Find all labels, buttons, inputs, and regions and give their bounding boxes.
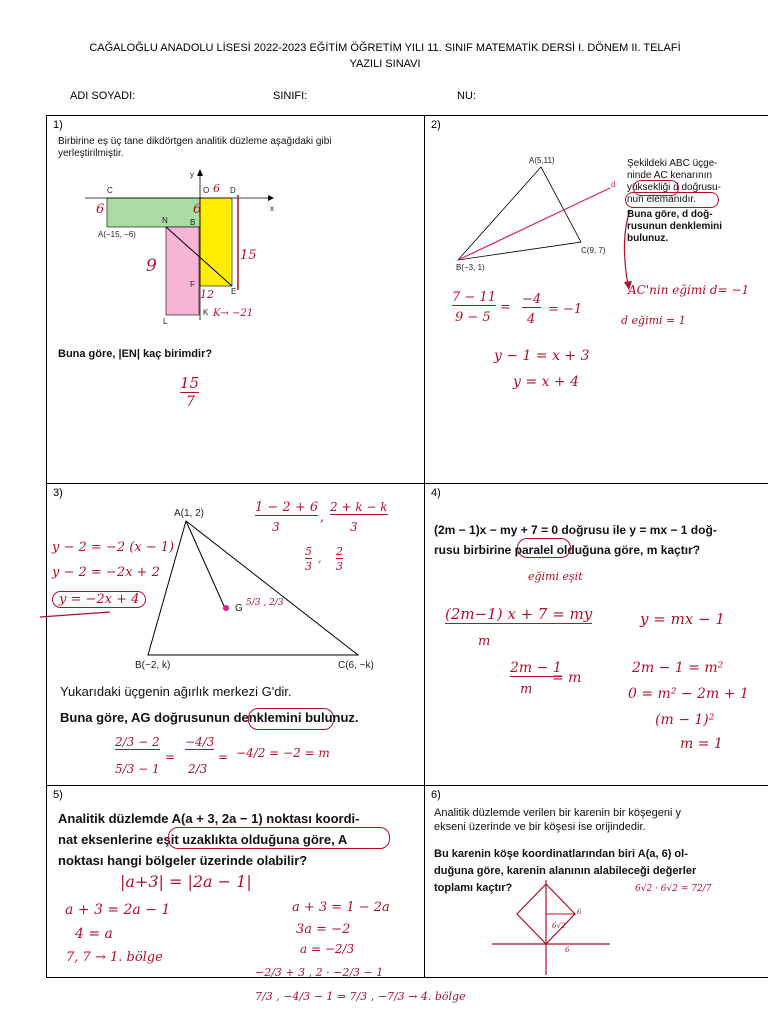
label-f: F [190, 280, 195, 289]
g-coordinates: 5/3 , 2/3 [246, 598, 284, 608]
second-line-equation: y = mx − 1 [640, 610, 725, 628]
name-label: ADI SOYADI: [70, 90, 136, 102]
equation-step2: 0 = m² − 2m + 1 [628, 686, 749, 702]
width-label: 6 [565, 946, 570, 954]
label-a: A(−15, −6) [98, 230, 136, 239]
case1-step1: a + 3 = 2a − 1 [65, 902, 171, 918]
centroid-y-denominator: 3 [350, 520, 358, 534]
question-text: Şekildeki ABC üçge- ninde AC kenarının yüksekliği d doğrusu- nun elemanıdır. Buna göre, d doğ- rusunun denklemini bulunuz. [627, 158, 723, 244]
label-point-b: B(−2, k) [135, 660, 171, 671]
line-eq-result: y = −2x + 4 [52, 591, 146, 608]
label-c: C [107, 186, 113, 195]
label-k: K [203, 308, 209, 317]
answer-m: m = 1 [680, 736, 723, 752]
equals-sign: = [500, 300, 511, 315]
exam-title-line1: CAĞALOĞLU ANADOLU LİSESİ 2022-2023 EĞİTİM ÖĞRETİM YILI 11. SINIF MATEMATİK DERSİ I. DÖNEM II. TELAFİ [89, 42, 681, 54]
question-text: (2m − 1)x − my + 7 = 0 doğrusu ile y = mx − 1 doğ- rusu birbirine paralel olduğuna göre, m kaçtır? [434, 523, 717, 557]
class-label: SINIFI: [273, 90, 308, 102]
ac-slope-note: AC'nin eğimi d= −1 [628, 283, 750, 297]
side-length-label: 6√2 [552, 922, 566, 930]
question-number: 2) [431, 119, 441, 131]
label-y: y [190, 170, 194, 179]
handwritten-9: 9 [146, 256, 157, 276]
area-computation: 6√2 · 6√2 = 72/7 [635, 884, 712, 894]
answer-numerator: 15 [180, 374, 200, 392]
label-point-c: C(9, 7) [581, 246, 606, 255]
handwritten-6-mid: 6 [193, 202, 202, 217]
number-label: NU: [457, 90, 476, 102]
slope-denominator-simplified: 4 [527, 312, 536, 327]
centroid-y-value-den: 3 [336, 560, 343, 573]
question-prompt: Bu karenin köşe koordinatlarından biri A(a, 6) ol- duğuna göre, karenin alanının alabileceği değerler toplamı kaçtır? [434, 848, 697, 894]
slope-numerator-2: −4/3 [185, 735, 215, 749]
handwritten-6-left: 6 [96, 202, 105, 217]
question-text: Analitik düzlemde verilen bir karenin bir köşegeni y ekseni üzerinde ve bir köşesi ise orijindedir. [434, 807, 682, 833]
slope-numerator: 2m − 1 [510, 660, 562, 676]
handwritten-12: 12 [200, 288, 214, 301]
slope-result: −4/2 = −2 = m [236, 746, 330, 760]
exam-title-line2: YAZILI SINAVI [349, 58, 421, 70]
label-d: D [230, 186, 236, 195]
case1-result: 7, 7 → 1. bölge [66, 950, 163, 965]
centroid-y-value-num: 2 [336, 545, 343, 558]
equals-2: = [218, 750, 229, 764]
slope-numerator-simplified: −4 [522, 292, 542, 307]
case2-result: 7/3 , −4/3 − 1 ⇒ 7/3 , −7/3 → 4. bölge [255, 990, 466, 1003]
case1-step2: 4 = a [75, 926, 113, 942]
question-text: Birbirine eş üç tane dikdörtgen analitik düzleme aşağıdaki gibi yerleştirilmiştir. [58, 136, 332, 159]
handwritten-15: 15 [240, 248, 257, 263]
rewritten-equation: (2m−1) x + 7 = my [445, 605, 593, 623]
label-line-d: d [611, 180, 616, 189]
question-number: 6) [431, 789, 441, 801]
slope-denominator: 9 − 5 [455, 310, 491, 325]
absolute-equation: |a+3| = |2a − 1| [120, 872, 252, 891]
handwritten-k-value: K→ −21 [213, 308, 254, 319]
equation-step3: (m − 1)² [655, 712, 715, 728]
slope-denominator: 5/3 − 1 [115, 762, 160, 776]
question-prompt: Buna göre, |EN| kaç birimdir? [58, 348, 213, 360]
question-prompt: Buna göre, AG doğrusunun denklemini bulunuz. [60, 710, 359, 725]
question-number: 3) [53, 487, 63, 499]
handwritten-egimi-esit: eğimi eşit [528, 570, 583, 583]
label-l: L [163, 317, 168, 326]
case2-step1: a + 3 = 1 − 2a [292, 900, 390, 915]
centroid-x-value-num: 5 [305, 545, 312, 558]
line-equation-step: y − 1 = x + 3 [494, 348, 590, 364]
handwritten-6-top: 6 [213, 182, 220, 195]
case2-substitution: −2/3 + 3 , 2 · −2/3 − 1 [255, 966, 384, 979]
comma: , [320, 510, 325, 525]
line-eq-step1: y − 2 = −2 (x − 1) [52, 540, 175, 555]
question-number: 1) [53, 119, 63, 131]
label-point-g: G [235, 603, 243, 614]
case2-step3: a = −2/3 [300, 942, 355, 956]
centroid-x-numerator: 1 − 2 + 6 [255, 500, 319, 515]
line-eq-step2: y − 2 = −2x + 2 [52, 565, 160, 580]
slope-equals-m: = m [552, 670, 582, 686]
slope-numerator: 2/3 − 2 [115, 735, 160, 749]
question-text: Analitik düzlemde A(a + 3, 2a − 1) noktası koordi- nat eksenlerine eşit uzaklıkta olduğuna göre, A noktası hangi bölgeler üzerinde olabilir? [58, 811, 360, 868]
label-o: O [203, 186, 210, 195]
label-point-b: B(−3, 1) [456, 263, 485, 272]
question-number: 4) [431, 487, 441, 499]
label-x: x [270, 204, 274, 213]
label-point-a: A(1, 2) [174, 508, 205, 519]
label-point-c: C(6, −k) [338, 660, 374, 671]
centroid-y-numerator: 2 + k − k [330, 500, 388, 514]
d-slope-note: d eğimi = 1 [621, 314, 686, 327]
label-point-a: A(5,11) [529, 156, 555, 165]
equals-1: = [165, 750, 176, 764]
slope-denominator: m [520, 682, 533, 697]
slope-numerator: 7 − 11 [452, 290, 496, 305]
slope-result: = −1 [548, 302, 583, 317]
question-number: 5) [53, 789, 63, 801]
centroid-x-denominator: 3 [272, 520, 280, 534]
case2-step2: 3a = −2 [296, 922, 351, 937]
line-equation-result: y = x + 4 [513, 374, 579, 390]
question-text: Yukarıdaki üçgenin ağırlık merkezi G'dir. [60, 684, 292, 699]
label-n: N [162, 216, 168, 225]
slope-denominator-2: 2/3 [188, 762, 208, 776]
answer-denominator: 7 [186, 394, 195, 410]
label-b: B [190, 218, 196, 227]
centroid-x-value-den: 3 [305, 560, 312, 573]
comma-2: , [318, 552, 322, 565]
height-label: 6 [577, 908, 582, 916]
equation-step1: 2m − 1 = m² [632, 660, 724, 676]
label-e: E [231, 287, 237, 296]
rewritten-denominator: m [478, 634, 491, 649]
